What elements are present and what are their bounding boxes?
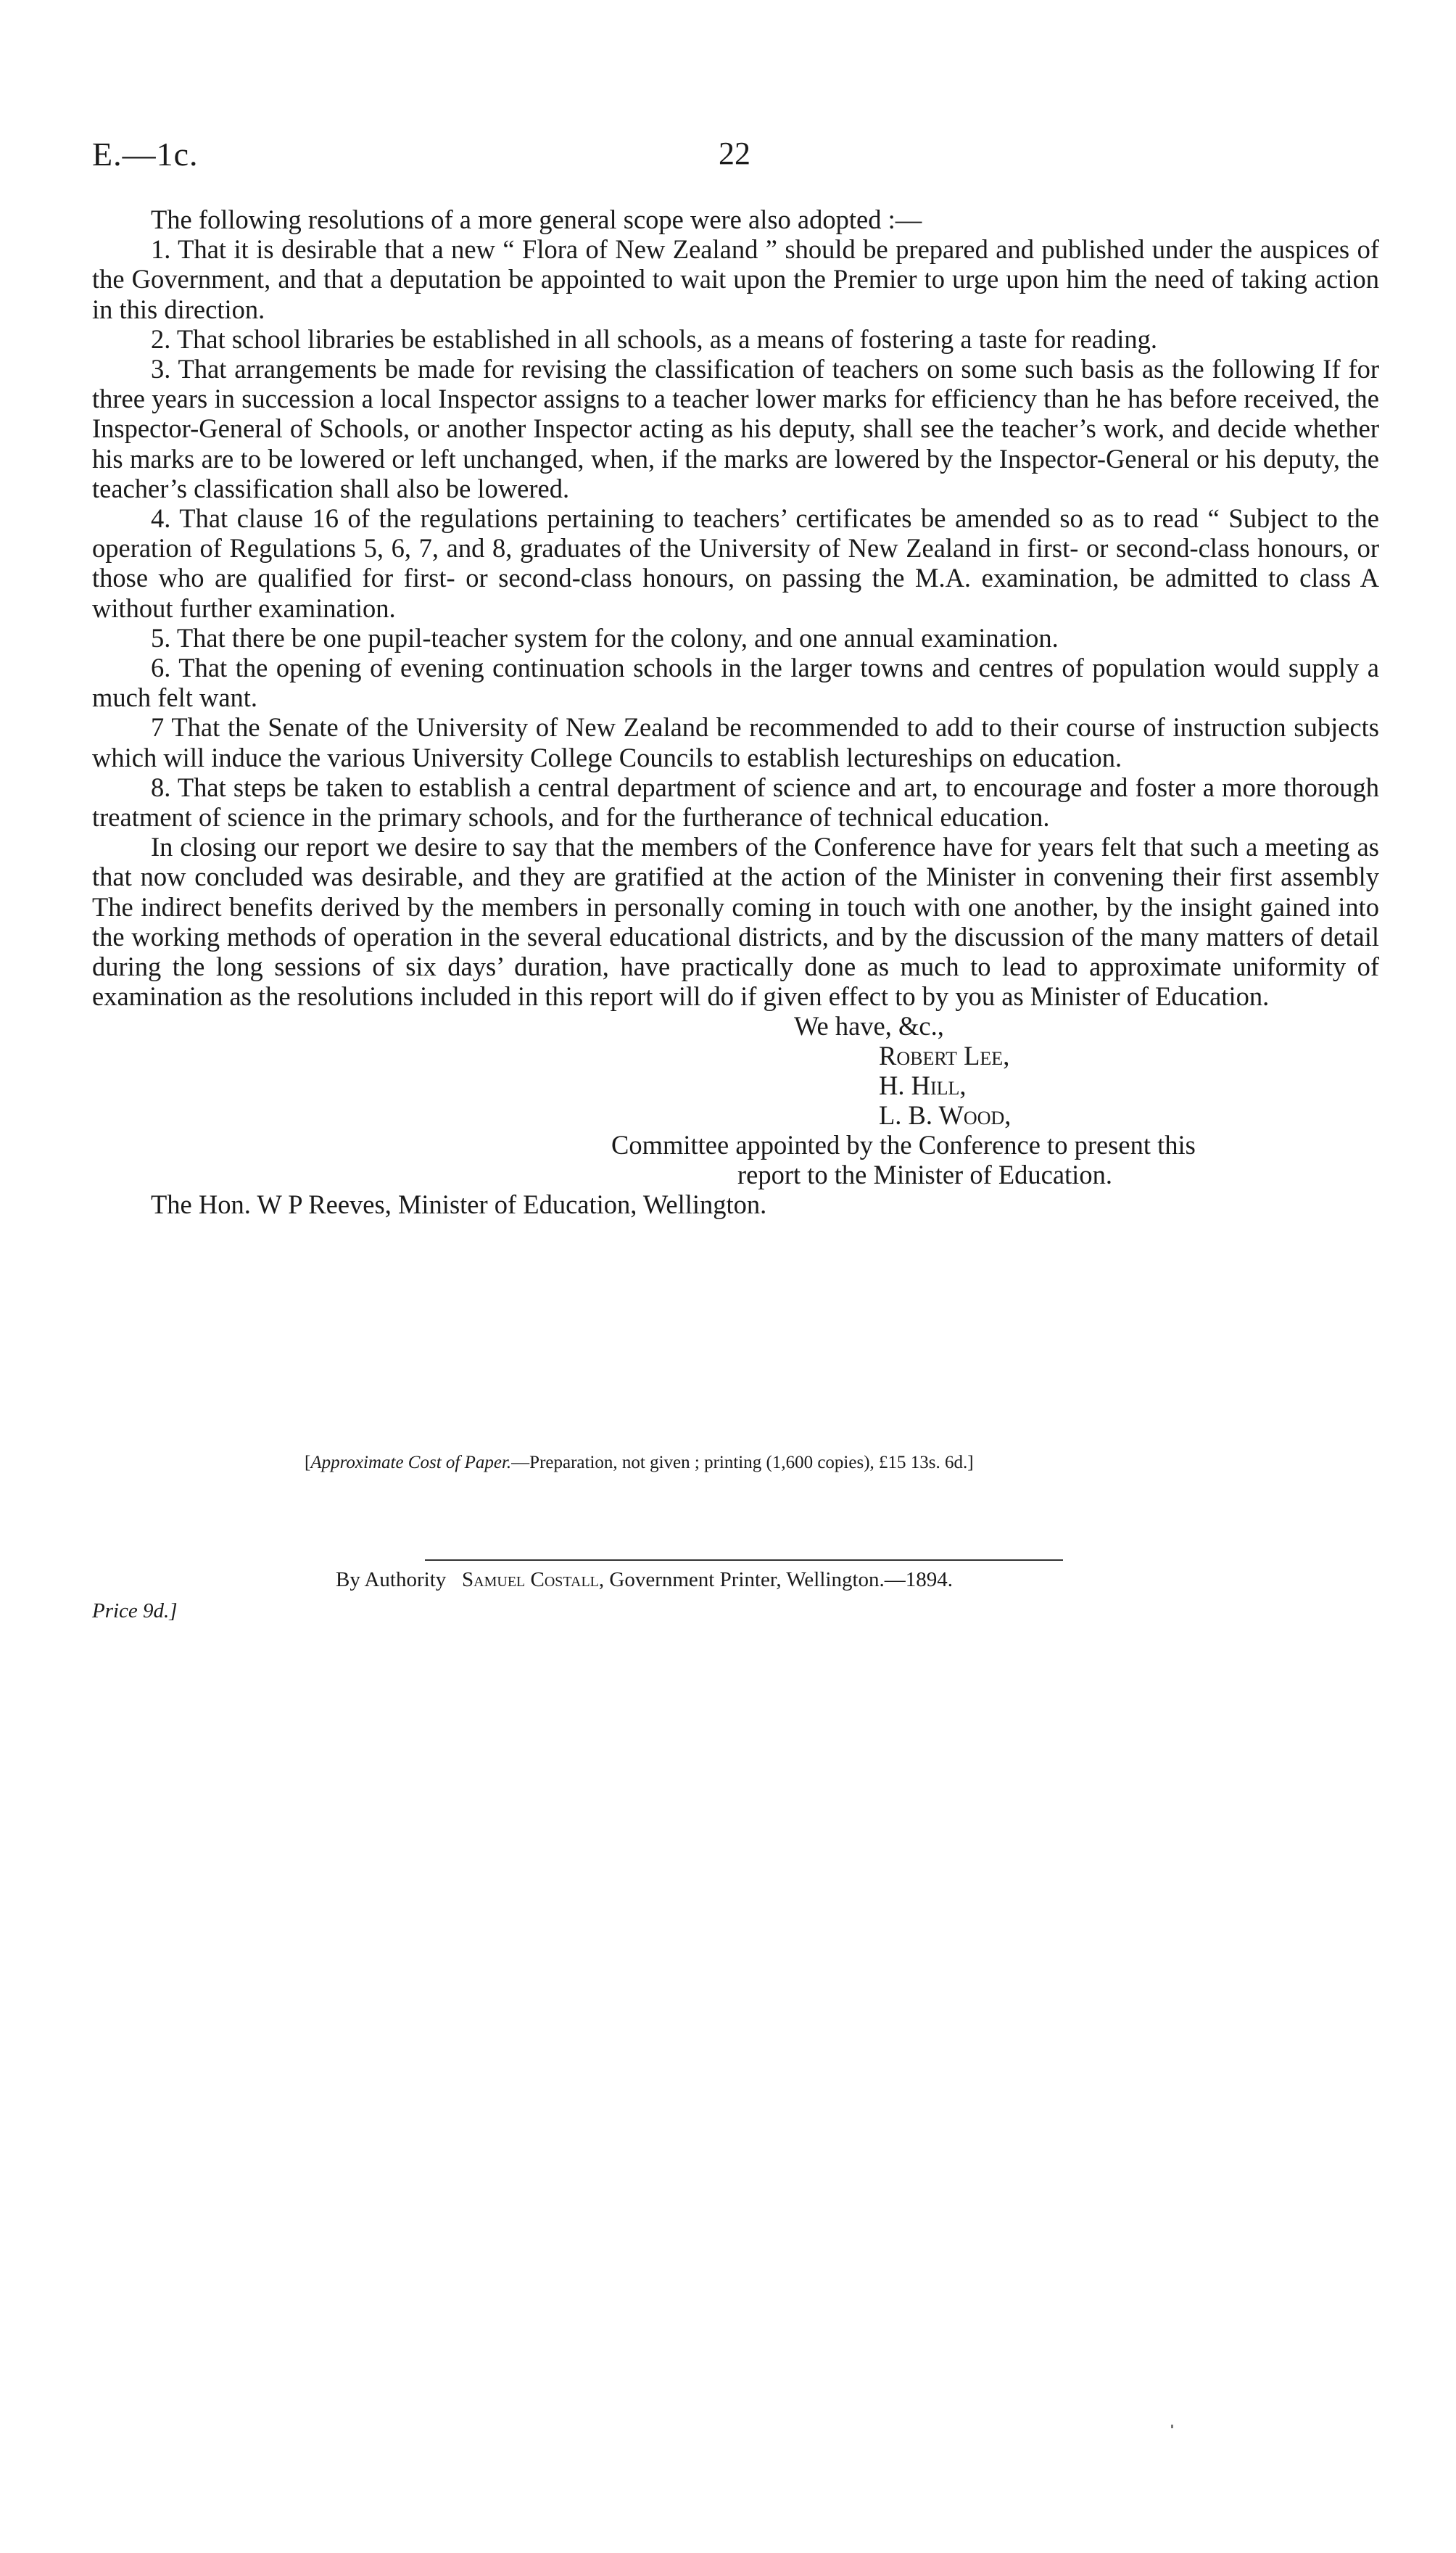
- addressee: The Hon. W P Reeves, Minister of Education, Wellington.: [151, 1189, 767, 1220]
- imprint-divider: [425, 1559, 1063, 1561]
- resolution-7: 7 That the Senate of the University of New Zealand be recommended to add to their course of instruction subjects which will induce the various University College Councils to establish lectureships on education.: [92, 712, 1379, 772]
- cost-note-label: Approximate Cost of Paper.: [310, 1453, 512, 1472]
- document-reference: E.—1c.: [92, 136, 199, 173]
- committee-line-1: Committee appointed by the Conference to present this: [611, 1130, 1196, 1160]
- report-body: [92, 205, 1379, 1221]
- resolution-4: 4. That clause 16 of the regulations pertaining to teachers’ certificates be amended so as to read “ Subject to the operation of Regulations 5, 6, 7, and 8, graduates of the University of New Zealand in first- or second-class honours, or those who are qualified for first- or second-class honours, on passing the M.A. examination, be admitted to class A without further examination.: [92, 503, 1379, 623]
- signatory-h-hill: H. Hill,: [879, 1071, 967, 1101]
- cost-note: [305, 1453, 974, 1473]
- resolution-2: 2. That school libraries be established in all schools, as a means of fostering a taste for reading.: [151, 323, 1157, 354]
- intro-paragraph: The following resolutions of a more general scope were also adopted :—: [151, 205, 922, 234]
- committee-line-2: report to the Minister of Education.: [737, 1160, 1112, 1190]
- salutation: We have, &c.,: [794, 1011, 944, 1042]
- resolution-5: 5. That there be one pupil-teacher system for the colony, and one annual examination.: [151, 622, 1059, 653]
- cost-note-text: —Preparation, not given ; printing (1,600 copies), £15 13s. 6d.]: [511, 1453, 974, 1472]
- imprint-printer: Samuel Costall,: [462, 1568, 605, 1591]
- imprint-rest: Government Printer, Wellington.—1894.: [609, 1568, 954, 1591]
- signatory-l-b-wood: L. B. Wood,: [879, 1100, 1012, 1131]
- page-number: 22: [719, 136, 750, 171]
- resolution-1: 1. That it is desirable that a new “ Flora of New Zealand ” should be prepared and published under the auspices of the Government, and that a deputation be appointed to wait upon the Premier to urge upon him the need of taking action in this direction.: [92, 234, 1379, 324]
- resolution-8: 8. That steps be taken to establish a central department of science and art, to encourage and foster a more thorough treatment of science in the primary schools, and for the furtherance of technical education.: [92, 772, 1379, 833]
- closing-paragraph: In closing our report we desire to say that the members of the Conference have for years felt that such a meeting as that now concluded was desirable, and they are gratified at the action of the Minister in convening their first assembly The indirect benefits derived by the members in personally coming in touch with one another, by the insight gained into the working methods of operation in the several educational districts, and by the discussion of the many matters of detail during the long sessions of six days’ duration, have practically done as much to lead to approximate uniformity of examination as the resolutions included in this report will do if given effect to by you as Minister of Education.: [92, 832, 1379, 1012]
- signatory-robert-lee: Robert Lee,: [879, 1041, 1010, 1071]
- print-speck: [1171, 2425, 1173, 2428]
- resolution-6: 6. That the opening of evening continuation schools in the larger towns and centres of population would supply a much felt want.: [92, 653, 1379, 713]
- price-label: Price 9d.]: [92, 1599, 178, 1622]
- resolution-3: 3. That arrangements be made for revising the classification of teachers on some such basis as the following If for three years in succession a local Inspector assigns to a teacher lower marks for efficiency than he has before received, the Inspector-General of Schools, or another Inspector acting as his deputy, shall see the teacher’s work, and decide whether his marks are to be lowered or left unchanged, when, if the marks are lowered by the Inspector-General or his deputy, the teacher’s classification shall also be lowered.: [92, 354, 1379, 503]
- imprint-prefix: By Authority: [336, 1568, 447, 1591]
- cost-note-bracket: [: [305, 1453, 311, 1472]
- imprint-line: [336, 1568, 953, 1592]
- signoff-block: [92, 1011, 1379, 1221]
